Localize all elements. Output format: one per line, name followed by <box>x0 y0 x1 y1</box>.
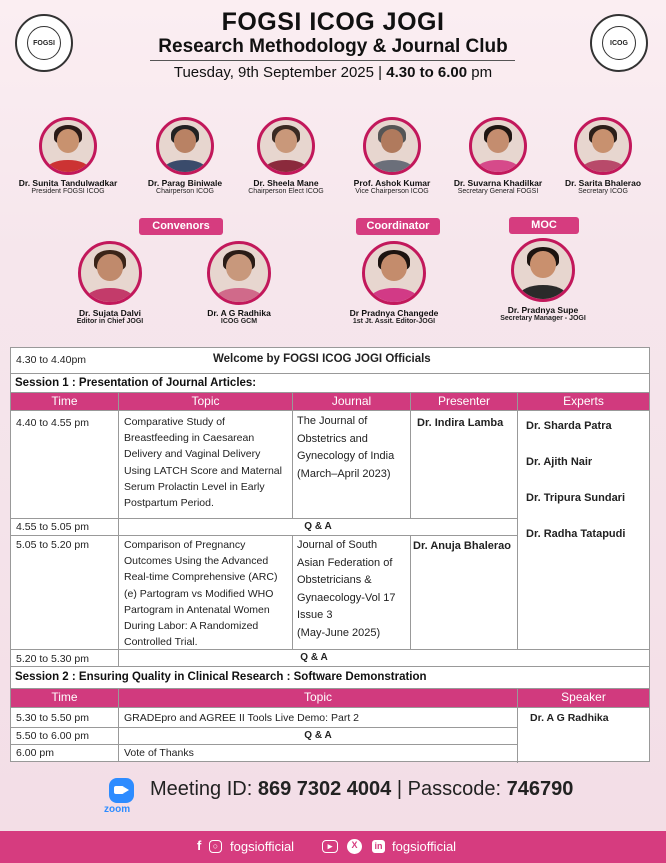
zoom-icon <box>109 778 134 803</box>
youtube-icon[interactable]: ▸ <box>322 840 338 853</box>
s1-header-journal: Journal <box>292 392 410 411</box>
topic-line: Breastfeeding in Caesarean <box>124 432 255 445</box>
official-name: Dr. Suvarna Khadilkar <box>453 178 543 188</box>
journal-line: (May-June 2025) <box>297 626 381 639</box>
passcode[interactable]: 746790 <box>506 778 574 800</box>
meeting-info <box>150 778 573 801</box>
official-role: Vice Chairperson ICOG <box>355 188 429 195</box>
journal-line: Asian Federation of <box>297 556 393 569</box>
topic-line: Using LATCH Score and Maternal <box>124 464 282 477</box>
qa1-label: Q & A <box>118 518 517 535</box>
topic-line: Controlled Trial. <box>124 636 198 649</box>
s1-row1-topic <box>118 410 292 518</box>
event-dateline <box>0 64 666 81</box>
journal-line: Journal of South <box>297 539 378 551</box>
official-card <box>533 117 666 195</box>
topic-line: Delivery and Vaginal Delivery <box>124 448 261 461</box>
s2-speaker: Dr. A G Radhika <box>517 707 649 763</box>
avatar <box>469 117 527 175</box>
avatar <box>39 117 97 175</box>
s1-row2-time: 5.05 to 5.20 pm <box>11 535 118 649</box>
s1-row2-presenter: Dr. Anuja Bhalerao <box>410 535 517 649</box>
s1-row1-presenter: Dr. Indira Lamba <box>410 410 517 518</box>
date-separator: | <box>378 64 383 81</box>
topic-line: Partogram in Antenatal Women <box>124 603 270 616</box>
expert-name: Dr. Sharda Patra <box>526 420 612 432</box>
social-handle-2[interactable]: fogsiofficial <box>392 839 457 854</box>
team-role: 1st Jt. Assit. Editor-JOGI <box>352 318 436 325</box>
official-name: Dr. Sheela Mane <box>253 178 319 188</box>
topic-line: Comparative Study of <box>124 416 225 428</box>
welcome-text: Welcome by FOGSI ICOG JOGI Officials <box>213 353 431 365</box>
qa2-label: Q & A <box>118 649 649 666</box>
team-name: Dr. Sujata Dalvi <box>79 308 141 318</box>
convenors-label: Convenors <box>139 218 223 235</box>
team-card <box>324 241 464 325</box>
s2-header-time: Time <box>11 688 118 707</box>
topic-line: (e) Partogram vs Modified WHO <box>124 587 274 600</box>
topic-line: Serum Prolactin Level in Early <box>124 480 265 493</box>
team-card <box>40 241 180 325</box>
thanks-text: Vote of Thanks <box>118 744 517 761</box>
team-card <box>169 241 309 325</box>
official-role: Chairperson Elect ICOG <box>248 188 324 195</box>
avatar <box>207 241 271 305</box>
s1-header-experts: Experts <box>517 392 649 411</box>
team-role: Editor in Chief JOGI <box>76 318 144 325</box>
s1-header-topic: Topic <box>118 392 292 411</box>
avatar <box>511 238 575 302</box>
team-role: Secretary Manager - JOGI <box>500 315 586 322</box>
icog-logo-text: ICOG <box>602 26 636 60</box>
official-name: Dr. Sunita Tandulwadkar <box>18 178 118 188</box>
journal-line: Obstetrics and <box>297 432 368 445</box>
official-role: Secretary General FOGSI <box>457 188 539 195</box>
instagram-icon[interactable]: ○ <box>209 840 222 853</box>
facebook-icon[interactable]: f <box>197 838 202 853</box>
avatar <box>257 117 315 175</box>
official-role: Chairperson ICOG <box>156 188 214 195</box>
qa3-time: 5.50 to 6.00 pm <box>11 727 118 744</box>
team-name: Dr. A G Radhika <box>207 308 271 318</box>
coordinator-label: Coordinator <box>356 218 440 235</box>
event-time-suffix: pm <box>471 64 493 81</box>
event-time: 4.30 to 6.00 <box>386 64 468 81</box>
zoom-label: zoom <box>104 804 131 815</box>
journal-line: Issue 3 <box>297 609 333 621</box>
s2-row-time: 5.30 to 5.50 pm <box>11 707 118 727</box>
page-subtitle: Research Methodology & Journal Club <box>158 36 508 57</box>
title-divider <box>150 60 515 61</box>
social-handle-1[interactable]: fogsiofficial <box>230 839 295 854</box>
session1-title: Session 1 : Presentation of Journal Articles: <box>11 373 649 393</box>
s2-header-topic: Topic <box>118 688 517 707</box>
official-name: Dr. Sarita Bhalerao <box>564 178 642 188</box>
s1-row1-time: 4.40 to 4.55 pm <box>11 410 118 518</box>
s1-row2-topic <box>118 535 292 649</box>
meeting-id[interactable]: 869 7302 4004 <box>257 778 392 800</box>
meeting-divider: | <box>396 778 403 800</box>
topic-line: During Labor: A Randomized <box>124 620 259 633</box>
s2-header-speaker: Speaker <box>517 688 649 707</box>
topic-line: Postpartum Period. <box>124 497 214 510</box>
fogsi-logo-text: FOGSI <box>27 26 61 60</box>
official-role: Secretary ICOG <box>578 188 628 195</box>
journal-line: (March–April 2023) <box>297 467 391 480</box>
team-role: ICOG GCM <box>220 318 258 325</box>
thanks-time: 6.00 pm <box>11 744 118 761</box>
s1-header-presenter: Presenter <box>410 392 517 411</box>
meeting-id-label: Meeting ID: <box>150 778 253 800</box>
avatar <box>363 117 421 175</box>
linkedin-icon[interactable]: in <box>372 840 385 853</box>
page-title: FOGSI ICOG JOGI <box>221 8 445 36</box>
topic-line: Comparison of Pregnancy <box>124 539 246 551</box>
journal-line: Gynecology of India <box>297 450 395 462</box>
avatar <box>362 241 426 305</box>
team-card <box>473 238 613 322</box>
schedule-table <box>10 347 650 762</box>
s1-row1-journal <box>292 410 410 518</box>
official-role: President FOGSI ICOG <box>31 188 105 195</box>
avatar <box>78 241 142 305</box>
moc-label: MOC <box>509 217 579 234</box>
session2-title: Session 2 : Ensuring Quality in Clinical Research : Software Demonstration <box>11 666 649 688</box>
s1-experts <box>517 410 649 649</box>
journal-line: Gynaecology-Vol 17 <box>297 591 396 604</box>
qa2-time: 5.20 to 5.30 pm <box>11 649 118 666</box>
s1-header-time: Time <box>11 392 118 411</box>
expert-name: Dr. Tripura Sundari <box>526 492 626 504</box>
passcode-label: Passcode: <box>407 778 502 800</box>
avatar <box>574 117 632 175</box>
expert-name: Dr. Ajith Nair <box>526 456 593 468</box>
event-date: Tuesday, 9th September 2025 <box>173 64 374 81</box>
s2-row-topic: GRADEpro and AGREE II Tools Live Demo: Part 2 <box>118 707 517 727</box>
official-name: Dr. Parag Biniwale <box>147 178 223 188</box>
s1-row2-journal <box>292 535 410 649</box>
qa1-time: 4.55 to 5.05 pm <box>11 518 118 535</box>
expert-name: Dr. Radha Tatapudi <box>526 528 626 540</box>
official-name: Prof. Ashok Kumar <box>353 178 431 188</box>
welcome-time: 4.30 to 4.40pm <box>16 354 87 366</box>
team-name: Dr. Pradnya Supe <box>507 305 579 315</box>
topic-line: Real-time Comprehensive (ARC) <box>124 571 278 584</box>
team-name: Dr Pradnya Changede <box>349 308 439 318</box>
avatar <box>156 117 214 175</box>
journal-line: The Journal of <box>297 415 368 427</box>
qa3-label: Q & A <box>118 727 517 744</box>
topic-line: Outcomes Using the Advanced <box>124 555 269 568</box>
x-twitter-icon[interactable]: X <box>347 839 362 854</box>
journal-line: Obstetricians & <box>297 574 372 586</box>
